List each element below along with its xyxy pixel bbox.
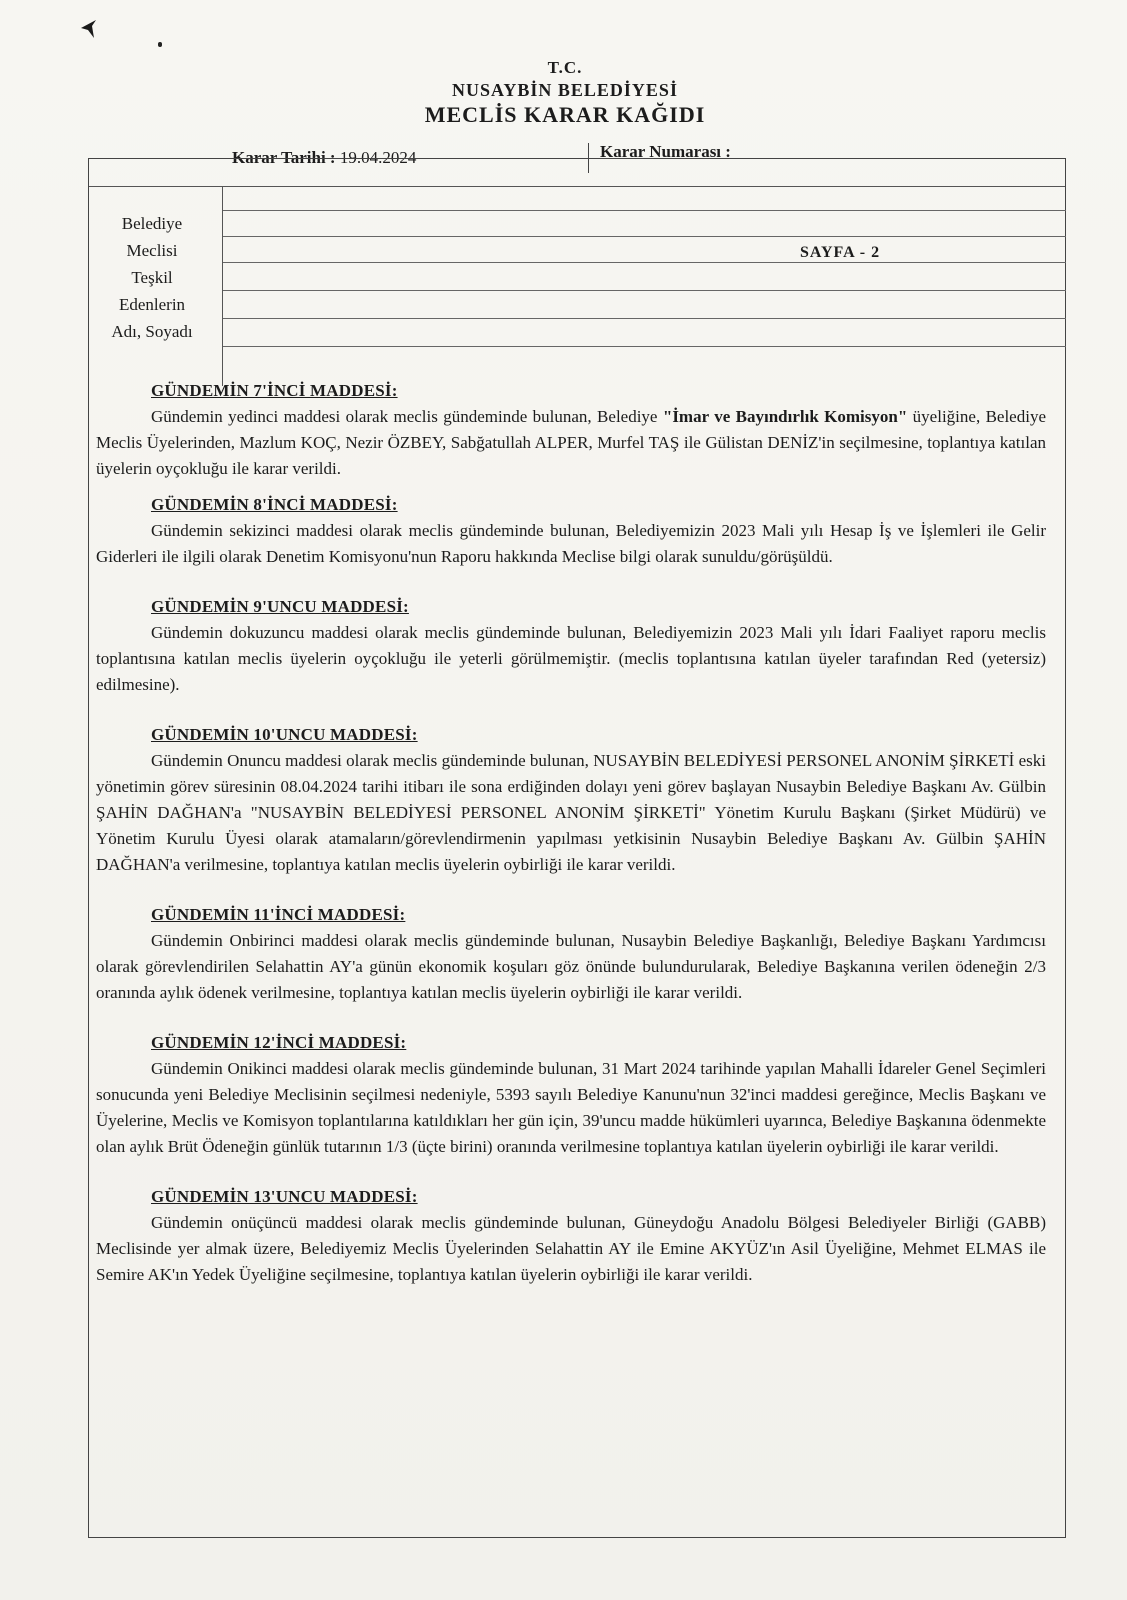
members-label-line: Teşkil	[131, 268, 173, 287]
agenda-item-body: Gündemin sekizinci maddesi olarak meclis gündeminde bulunan, Belediyemizin 2023 Mali yılı Hesap İş ve İşlemleri ile Gelir Giderleri ile ilgili olarak Denetim Komisyonu'nun Raporu hakkında Meclise bilgi olarak sunuldu/görüşüldü.	[96, 521, 1046, 566]
member-name-line	[223, 210, 1066, 211]
agenda-item	[96, 594, 1046, 698]
document-title: MECLİS KARAR KAĞIDI	[424, 102, 706, 127]
agenda-item-heading: GÜNDEMİN 9'UNCU MADDESİ:	[151, 597, 409, 616]
agenda-item	[96, 378, 1046, 482]
members-label-line: Adı, Soyadı	[111, 322, 193, 341]
agenda-item	[96, 902, 1046, 1006]
member-name-line	[223, 346, 1066, 347]
member-name-line	[223, 236, 1066, 237]
document-header	[330, 58, 800, 128]
header-organization: NUSAYBİN BELEDİYESİ	[452, 80, 678, 100]
agenda-item-body: Gündemin dokuzuncu maddesi olarak meclis gündeminde bulunan, Belediyemizin 2023 Mali yılı İdari Faaliyet raporu meclis toplantısına katılan meclis üyelerin oyçokluğu ile yeterli görülmemiştir. (meclis toplantısına katılan üyeler tarafından Red (yetersiz) edilmesine).	[96, 623, 1046, 694]
ink-dot	[158, 42, 162, 47]
agenda-item-body: Gündemin Onuncu maddesi olarak meclis gündeminde bulunan, NUSAYBİN BELEDİYESİ PERSONEL ANONİM ŞİRKETİ eski yönetimin görev süresinin 08.04.2024 tarihi itibarı ile sona erdiğinden dolayı yeni görev başlayan Nusaybin Belediye Başkanı Av. Gülbin ŞAHİN DAĞHAN'a "NUSAYBİN BELEDİYESİ PERSONEL ANONİM ŞİRKETİ" Yönetim Kurulu Başkanı (Şirket Müdürü) ve Yönetim Kurulu Üyesi olarak atamaların/görevlendirmenin yapılması yetkisinin Nusaybin Belediye Başkanı Av. Gülbin ŞAHİN DAĞHAN'a verilmesine, toplantıya katılan meclis üyelerin oybirliği ile karar verildi.	[96, 751, 1046, 874]
agenda-item	[96, 1030, 1046, 1160]
decision-date-label: Karar Tarihi :	[232, 148, 336, 167]
members-label	[92, 210, 212, 345]
agenda-item-heading: GÜNDEMİN 13'UNCU MADDESİ:	[151, 1187, 418, 1206]
agenda-item-body: Gündemin Onbirinci maddesi olarak meclis gündeminde bulunan, Nusaybin Belediye Başkanlığı, Belediye Başkanı Yardımcısı olarak görevlendirilen Selahattin AY'a günün ekonomik koşuları göz önünde bulundurularak, Belediye Başkanına verilen ödeneğin 2/3 oranında aylık ödenek verilmesine, toplantıya katılan meclis üyelerin oybirliği ile karar verildi.	[96, 931, 1046, 1002]
decision-number-label: Karar Numarası :	[600, 142, 731, 161]
agenda-item-body: Gündemin onüçüncü maddesi olarak meclis gündeminde bulunan, Güneydoğu Anadolu Bölgesi Belediyeler Birliği (GABB) Meclisinde yer almak üzere, Belediyemiz Meclis Üyelerinden Selahattin AY ile Emine AKYÜZ'ın Asil Üyeliğine, Mehmet ELMAS ile Semire AK'ın Yedek Üyeliğine seçilmesine, toplantıya katılan üyelerin oybirliği ile karar verildi.	[96, 1213, 1046, 1284]
member-name-line	[223, 262, 1066, 263]
agenda-items	[96, 378, 1046, 1312]
ink-mark-icon	[78, 18, 100, 40]
agenda-item	[96, 722, 1046, 878]
agenda-item-heading: GÜNDEMİN 11'İNCİ MADDESİ:	[151, 905, 406, 924]
members-label-line: Edenlerin	[118, 295, 186, 314]
agenda-item-heading: GÜNDEMİN 7'İNCİ MADDESİ:	[151, 381, 398, 400]
decision-date-value: 19.04.2024	[339, 148, 417, 167]
page-number: SAYFA - 2	[800, 244, 881, 261]
agenda-item-body: Gündemin yedinci maddesi olarak meclis gündeminde bulunan, Belediye "İmar ve Bayındırlık Komisyon" üyeliğine, Belediye Meclis Üyelerinden, Mazlum KOÇ, Nezir ÖZBEY, Sabğatullah ALPER, Murfel TAŞ ile Gülistan DENİZ'in seçilmesine, toplantıya katılan üyelerin oyçokluğu ile karar verildi.	[96, 407, 1046, 478]
agenda-item-heading: GÜNDEMİN 12'İNCİ MADDESİ:	[151, 1033, 407, 1052]
member-name-line	[223, 290, 1066, 291]
members-label-line: Belediye	[121, 214, 183, 233]
agenda-item	[96, 1184, 1046, 1288]
agenda-item-heading: GÜNDEMİN 10'UNCU MADDESİ:	[151, 725, 418, 744]
agenda-item-heading: GÜNDEMİN 8'İNCİ MADDESİ:	[151, 495, 398, 514]
members-label-line: Meclisi	[126, 241, 178, 260]
member-name-line	[223, 318, 1066, 319]
agenda-item	[96, 492, 1046, 570]
agenda-item-body: Gündemin Onikinci maddesi olarak meclis gündeminde bulunan, 31 Mart 2024 tarihinde yapılan Mahalli İdareler Genel Seçimleri sonucunda yeni Belediye Meclisinin seçilmesi nedeniyle, 5393 sayılı Belediye Kanunu'nun 32'inci maddesi gereğince, Meclis Başkanı ve Üyelerine, Meclis ve Komisyon toplantılarına katıldıkları her gün için, 39'uncu madde hükümleri uyarınca, Belediye Başkanına ödenmekte olan aylık Brüt Ödeneğin günlük tutarının 1/3 (üçte birini) oranında verilmesine toplantıya katılan üyelerin oybirliği ile karar verildi.	[96, 1059, 1046, 1156]
header-tc: T.C.	[547, 58, 583, 77]
